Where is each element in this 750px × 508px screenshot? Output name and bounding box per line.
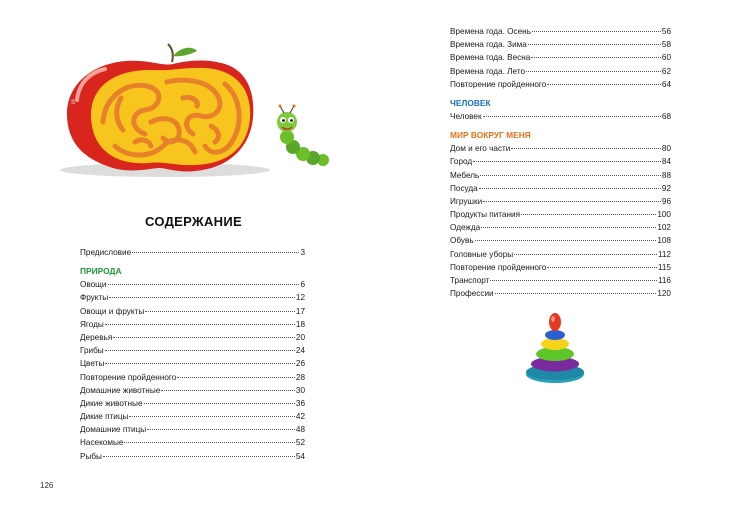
entry-page: 24 — [295, 346, 305, 356]
dot-leader — [531, 50, 661, 58]
dot-leader — [129, 409, 294, 417]
entry-page: 120 — [657, 289, 671, 299]
entry-page: 20 — [295, 332, 305, 342]
dot-leader — [483, 194, 661, 202]
entry-title: Игрушки — [450, 196, 483, 206]
entry-page: 84 — [661, 157, 671, 167]
toc-entry[interactable] — [450, 110, 671, 123]
dot-leader — [145, 304, 295, 312]
section-heading-world-around-me: МИР ВОКРУГ МЕНЯ — [450, 130, 531, 141]
entry-page: 17 — [295, 306, 305, 316]
entry-page: 102 — [657, 223, 671, 233]
entry-title: Транспорт — [450, 276, 490, 285]
dot-leader — [532, 24, 661, 32]
entry-title: Домашние животные — [80, 385, 161, 395]
dot-leader — [479, 181, 661, 189]
entry-page: 28 — [295, 372, 305, 382]
entry-page: 48 — [295, 425, 305, 435]
entry-page: 80 — [661, 144, 671, 154]
entry-title: Времена года. Весна — [450, 53, 531, 63]
entry-title: Посуда — [450, 183, 478, 193]
entry-title: Предисловие — [80, 248, 132, 257]
toc-entry[interactable] — [80, 450, 305, 463]
toc-entry[interactable] — [450, 78, 671, 91]
dot-leader — [108, 277, 300, 285]
toc-right-column — [450, 25, 671, 300]
entry-page: 54 — [295, 451, 305, 461]
entry-title: Времена года. Осень — [450, 27, 531, 36]
dot-leader — [105, 317, 295, 325]
entry-page: 3 — [300, 248, 305, 257]
apple-stem — [168, 44, 173, 62]
entry-title: Город — [450, 157, 473, 167]
entry-title: Цветы — [80, 359, 105, 369]
entry-page: 64 — [661, 79, 671, 89]
entry-page: 56 — [661, 27, 671, 36]
dot-leader — [490, 273, 657, 281]
dot-leader — [511, 141, 661, 149]
entry-page: 26 — [295, 359, 305, 369]
entry-title: Обувь — [450, 236, 474, 246]
entry-page: 68 — [661, 111, 671, 121]
section-heading-nature: ПРИРОДА — [80, 266, 122, 277]
entry-title: Ягоды — [80, 319, 104, 329]
entry-page: 58 — [661, 40, 671, 50]
dot-leader — [528, 37, 661, 45]
dot-leader — [109, 290, 295, 298]
entry-page: 92 — [661, 183, 671, 193]
apple-leaf — [173, 48, 197, 57]
entry-title: Насекомые — [80, 438, 124, 448]
entry-page: 62 — [661, 66, 671, 76]
entry-title: Дикие птицы — [80, 412, 129, 422]
toy-top-red — [549, 313, 561, 331]
dot-leader — [103, 449, 295, 457]
dot-leader — [481, 220, 656, 228]
entry-page: 30 — [295, 385, 305, 395]
entry-page: 60 — [661, 53, 671, 63]
entry-title: Повторение пройденного — [450, 79, 547, 89]
dot-leader — [124, 435, 294, 443]
entry-page: 112 — [657, 249, 671, 259]
dot-leader — [105, 343, 295, 351]
dot-leader — [177, 370, 295, 378]
entry-title: Времена года. Зима — [450, 40, 527, 50]
entry-title: Повторение пройденного — [80, 372, 177, 382]
dot-leader — [495, 286, 657, 294]
dot-leader — [475, 233, 657, 241]
entry-page: 36 — [295, 398, 305, 408]
entry-page: 18 — [295, 319, 305, 329]
entry-title: Дикие животные — [80, 398, 143, 408]
dot-leader — [547, 260, 657, 268]
entry-title: Домашние птицы — [80, 425, 147, 435]
entry-page: 6 — [300, 280, 305, 290]
stacking-rings-toy-illustration — [524, 310, 586, 385]
dot-leader — [483, 109, 661, 117]
entry-title: Повторение пройденного — [450, 262, 547, 272]
page-number: 126 — [40, 481, 54, 490]
dot-leader — [113, 330, 295, 338]
toc-left-column — [80, 246, 305, 463]
entry-title: Человек — [450, 111, 482, 121]
caterpillar-illustration — [277, 105, 329, 167]
entry-page: 100 — [657, 210, 671, 220]
dot-leader — [132, 245, 299, 253]
dot-leader — [473, 154, 661, 162]
toc-entry[interactable] — [450, 287, 671, 300]
entry-title: Профессии — [450, 289, 494, 299]
entry-page: 115 — [657, 262, 671, 272]
entry-title: Одежда — [450, 223, 481, 233]
dot-leader — [480, 168, 661, 176]
toc-entry-intro[interactable] — [80, 246, 305, 259]
entry-title: Фрукты — [80, 293, 109, 303]
dot-leader — [521, 207, 656, 215]
dot-leader — [147, 422, 295, 430]
dot-leader — [514, 247, 657, 255]
dot-leader — [547, 77, 661, 85]
entry-title: Головные уборы — [450, 249, 514, 259]
entry-page: 42 — [295, 412, 305, 422]
entry-page: 12 — [295, 293, 305, 303]
maze-start-mark: S — [71, 100, 76, 106]
entry-page: 96 — [661, 196, 671, 206]
entry-title: Мебель — [450, 170, 480, 180]
entry-page: 116 — [657, 276, 671, 285]
entry-page: 108 — [657, 236, 671, 246]
entry-title: Рыбы — [80, 451, 102, 461]
entry-page: 88 — [661, 170, 671, 180]
entry-title: Дом и его части — [450, 144, 511, 154]
entry-title: Времена года. Лето — [450, 66, 526, 76]
dot-leader — [105, 356, 295, 364]
toc-title: СОДЕРЖАНИЕ — [145, 214, 242, 229]
entry-title: Грибы — [80, 346, 104, 356]
entry-title: Деревья — [80, 332, 113, 342]
entry-page: 52 — [295, 438, 305, 448]
apple-maze-illustration — [55, 42, 330, 182]
section-heading-human: ЧЕЛОВЕК — [450, 97, 491, 108]
dot-leader — [161, 383, 295, 391]
entry-title: Продукты питания — [450, 210, 521, 220]
dot-leader — [526, 64, 661, 72]
ring-blue — [545, 330, 565, 340]
entry-title: Овощи — [80, 280, 107, 290]
dot-leader — [144, 396, 295, 404]
entry-title: Овощи и фрукты — [80, 306, 145, 316]
